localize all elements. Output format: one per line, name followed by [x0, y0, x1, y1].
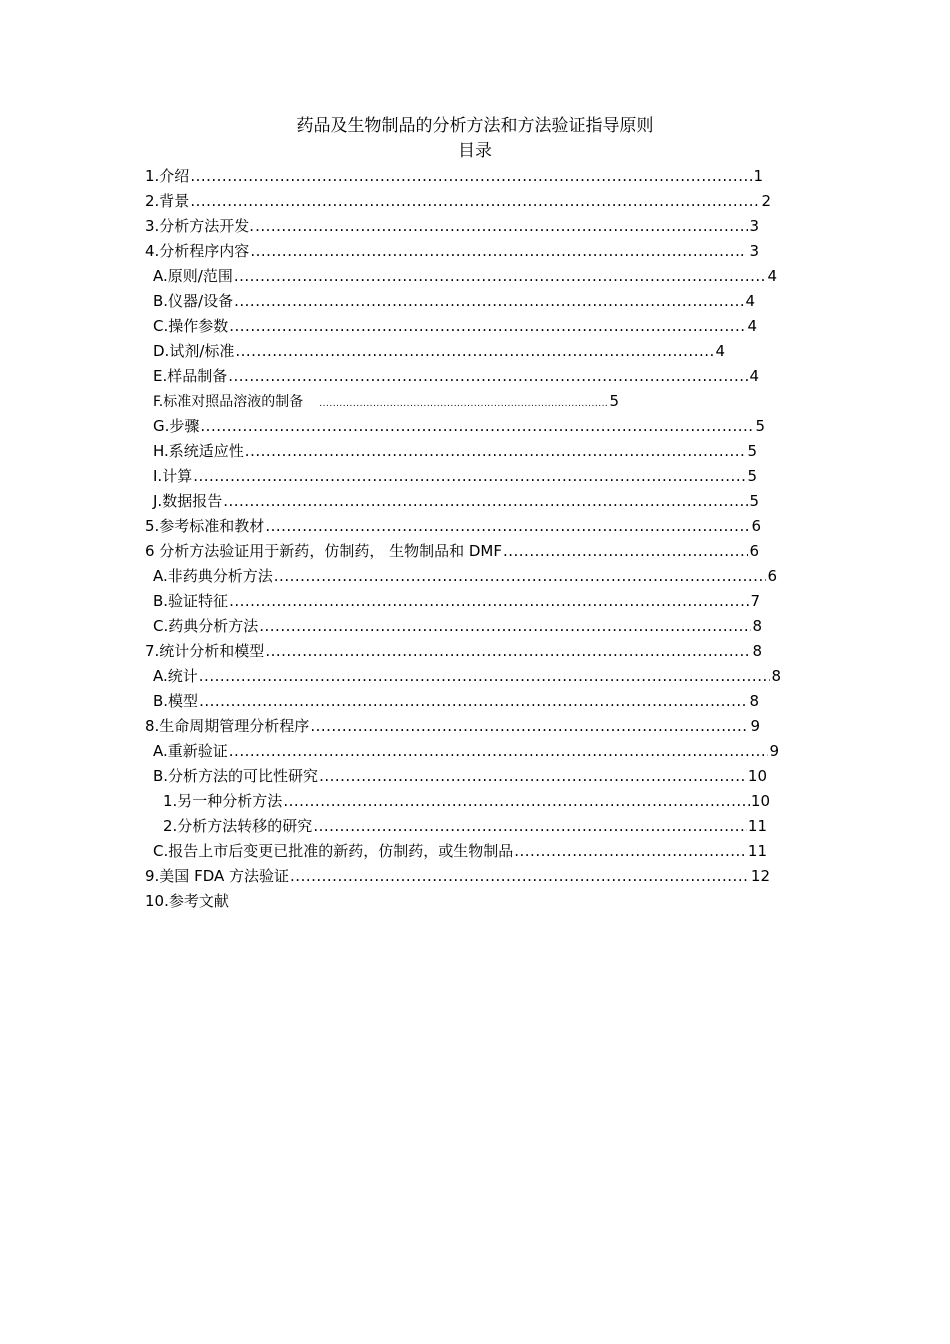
- toc-entry-page: 12: [750, 867, 770, 885]
- toc-leader: [313, 815, 747, 837]
- toc-leader: [245, 440, 747, 462]
- toc-entry-label: 6 分析方法验证用于新药，仿制药， 生物制品和 DMF: [145, 542, 502, 560]
- toc-entry-page: 5: [609, 392, 619, 410]
- toc-entry-label: 2.分析方法转移的研究: [163, 817, 313, 835]
- toc-leader: [234, 265, 767, 287]
- toc-entry-label: 10.参考文献: [145, 892, 229, 910]
- toc-entry[interactable]: [153, 290, 755, 312]
- toc-entry-page: 8: [752, 617, 762, 635]
- toc-entry-page: 11: [747, 842, 767, 860]
- toc-entry[interactable]: [153, 615, 762, 637]
- toc-entry-page: 5: [747, 442, 757, 460]
- toc-entry-label: H.系统适应性: [153, 442, 244, 460]
- toc-entry[interactable]: [153, 315, 757, 337]
- toc-entry[interactable]: [163, 815, 767, 837]
- toc-leader: [228, 365, 748, 387]
- toc-entry-page: 2: [761, 192, 771, 210]
- toc-entry[interactable]: [153, 765, 767, 787]
- toc-leader: [319, 393, 608, 415]
- toc-leader: [199, 690, 748, 712]
- toc-entry-label: F.标准对照品溶液的制备: [153, 394, 304, 410]
- toc-entry[interactable]: [163, 790, 770, 812]
- toc-entry-page: 1: [753, 167, 763, 185]
- toc-leader: [229, 740, 769, 762]
- toc-entry[interactable]: [153, 740, 779, 762]
- toc-entry-page: 8: [749, 692, 759, 710]
- toc-entry-page: 3: [749, 217, 759, 235]
- toc-entry-label: 3.分析方法开发.: [145, 217, 255, 235]
- toc-leader: [235, 340, 714, 362]
- toc-leader: [259, 615, 751, 637]
- toc-entry-label: A.非药典分析方法: [153, 567, 273, 585]
- toc-leader: [283, 790, 750, 812]
- toc-entry-label: G.步骤: [153, 417, 200, 435]
- toc-entry-page: 10: [750, 792, 770, 810]
- toc-entry[interactable]: [153, 440, 757, 462]
- toc-entry-label: B.仪器/设备: [153, 292, 234, 310]
- toc-leader: [250, 240, 734, 262]
- toc-entry-label: C.操作参数: [153, 317, 229, 335]
- toc-entry-label: E.样品制备: [153, 367, 228, 385]
- toc-entry-page: 7: [750, 592, 760, 610]
- toc-entry[interactable]: [153, 415, 765, 437]
- toc-leader: [265, 640, 751, 662]
- toc-leader: [193, 465, 746, 487]
- toc-entry[interactable]: [153, 265, 777, 287]
- toc-entry[interactable]: [153, 490, 759, 512]
- toc-entry-page: .. 3: [735, 242, 759, 260]
- toc-leader: [290, 865, 750, 887]
- toc-entry-label: 9.美国 FDA 方法验证: [145, 867, 290, 885]
- toc-entry[interactable]: [153, 565, 777, 587]
- toc-leader: [223, 490, 748, 512]
- toc-entry[interactable]: [153, 340, 725, 362]
- toc-entry[interactable]: [153, 590, 760, 612]
- toc-heading: 目录: [458, 141, 492, 161]
- toc-entry-page: 5: [747, 467, 757, 485]
- toc-leader: [199, 665, 771, 687]
- toc-entry-label: A.重新验证: [153, 742, 228, 760]
- toc-entry-page: 4: [767, 267, 777, 285]
- toc-entry-page: 4: [745, 292, 755, 310]
- toc-entry-page: 8: [752, 642, 762, 660]
- toc-entry[interactable]: [145, 640, 762, 662]
- toc-entry-label: 7.统计分析和模型: [145, 642, 265, 660]
- toc-entry-label: A.统计: [153, 667, 198, 685]
- toc-entry[interactable]: [145, 190, 771, 212]
- toc-entry-page: 10: [747, 767, 767, 785]
- toc-leader: [229, 590, 749, 612]
- toc-entry-label: B.模型: [153, 692, 199, 710]
- toc-entry[interactable]: [145, 540, 759, 562]
- toc-leader: [514, 840, 747, 862]
- toc-leader: [265, 515, 750, 537]
- toc-entry-page: 4: [715, 342, 725, 360]
- toc-entry[interactable]: [145, 715, 760, 737]
- toc-entry-label: 4.分析程序内容: [145, 242, 250, 260]
- toc-entry-label: I.计算: [153, 467, 193, 485]
- toc-entry-label: 2.背景: [145, 192, 190, 210]
- toc-entry-label: D.试剂/标准: [153, 342, 235, 360]
- toc-entry[interactable]: [145, 165, 763, 187]
- toc-entry-page: 6: [749, 542, 759, 560]
- toc-entry-page: 6: [767, 567, 777, 585]
- toc-leader: [190, 190, 760, 212]
- toc-entry-label: A.原则/范围: [153, 267, 233, 285]
- toc-entry[interactable]: [153, 840, 767, 862]
- toc-leader: [200, 415, 754, 437]
- toc-entry-page: 4: [749, 367, 759, 385]
- toc-entry-label: C.药典分析方法: [153, 617, 259, 635]
- document-title: 药品及生物制品的分析方法和方法验证指导原则: [296, 116, 654, 136]
- toc-entry[interactable]: [153, 690, 759, 712]
- toc-leader: [274, 565, 767, 587]
- toc-entry-label: 1.另一种分析方法: [163, 792, 283, 810]
- toc-leader: [234, 290, 744, 312]
- toc-entry-page: 6: [751, 517, 761, 535]
- toc-entry-label: B.验证特征: [153, 592, 229, 610]
- toc-entry-label: J.数据报告: [153, 492, 223, 510]
- toc-leader: [319, 765, 747, 787]
- toc-entry-label: C.报告上市后变更已批准的新药，仿制药，或生物制品: [153, 842, 514, 860]
- toc-leader: [190, 165, 752, 187]
- toc-entry[interactable]: [153, 665, 781, 687]
- toc-entry[interactable]: [145, 890, 345, 912]
- toc-entry[interactable]: [145, 515, 761, 537]
- toc-entry[interactable]: [153, 465, 757, 487]
- toc-entry[interactable]: [145, 240, 759, 262]
- toc-entry-page: 5: [755, 417, 765, 435]
- toc-leader: [310, 715, 749, 737]
- toc-entry[interactable]: [145, 215, 759, 237]
- toc-entry[interactable]: [145, 865, 770, 887]
- toc-leader: [229, 315, 746, 337]
- toc-entry-label: B.分析方法的可比性研究: [153, 767, 319, 785]
- toc-entry[interactable]: [153, 390, 619, 412]
- toc-entry-label: 5.参考标准和教材: [145, 517, 265, 535]
- toc-leader: [503, 540, 748, 562]
- toc-entry-page: 8: [771, 667, 781, 685]
- toc-entry[interactable]: [153, 365, 759, 387]
- toc-entry-page: 11: [747, 817, 767, 835]
- toc-entry-page: 9: [769, 742, 779, 760]
- toc-entry-page: 5: [749, 492, 759, 510]
- toc-entry-label: 1.介绍: [145, 167, 190, 185]
- toc-entry-page: 9: [750, 717, 760, 735]
- toc-entry-label: 8.生命周期管理分析程序: [145, 717, 310, 735]
- toc-entry-page: 4: [747, 317, 757, 335]
- toc-leader: [255, 215, 748, 237]
